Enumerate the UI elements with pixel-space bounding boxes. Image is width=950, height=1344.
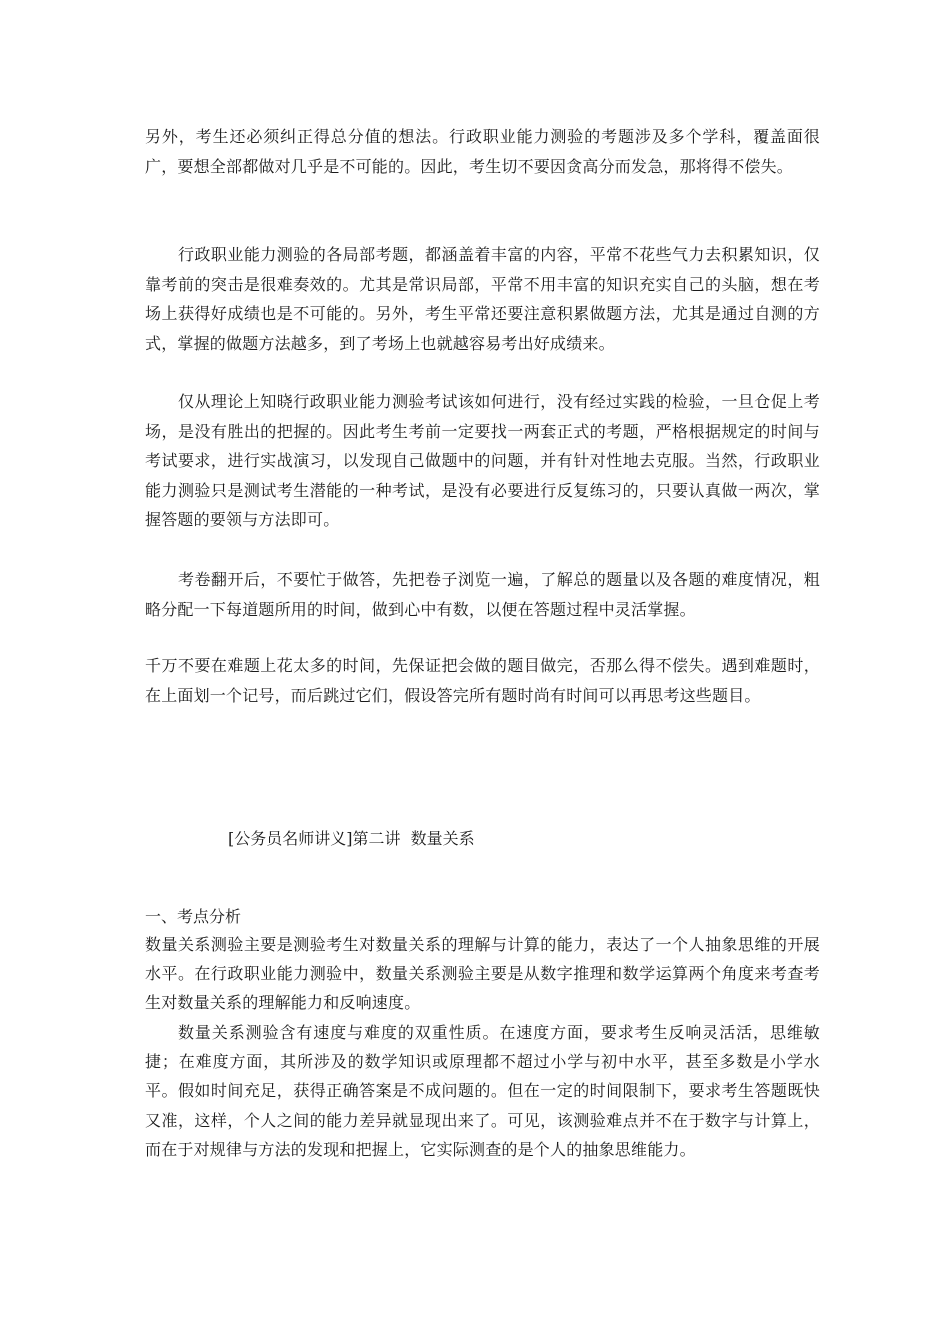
section-heading: 一、考点分析 [145,907,242,926]
paragraph-hard-questions: 千万不要在难题上花太多的时间，先保证把会做的题目做完，否那么得不偿失。遇到难题时，在上面划一个记号，而后跳过它们，假设答完所有题时尚有时间可以再思考这些题目。 [145,656,820,705]
lecture-title: [公务员名师讲义]第二讲 数量关系 [228,829,475,848]
section-paragraph-overview: 数量关系测验主要是测验考生对数量关系的理解与计算的能力，表达了一个人抽象思维的开展水平。在行政职业能力测验中，数量关系测验主要是从数字推理和数学运算两个角度来考查考生对数量关系的理解能力和反响速度。 [145,935,820,1013]
paragraph-total-score: 另外，考生还必须纠正得总分值的想法。行政职业能力测验的考题涉及多个学科，覆盖面很广，要想全部都做对几乎是不可能的。因此，考生切不要因贪高分而发急，那将得不偿失。 [145,127,820,176]
paragraph-browse-paper: 考卷翻开后，不要忙于做答，先把卷子浏览一遍，了解总的题量以及各题的难度情况，粗略分配一下每道题所用的时间，做到心中有数，以便在答题过程中灵活掌握。 [145,570,820,619]
paragraph-practice: 仅从理论上知晓行政职业能力测验考试该如何进行，没有经过实践的检验，一旦仓促上考场，是没有胜出的把握的。因此考生考前一定要找一两套正式的考题，严格根据规定的时间与考试要求，进行实战演习，以发现自己做题中的问题，并有针对性地去克服。当然，行政职业能力测验只是测试考生潜能的一种考试，是没有必要进行反复练习的，只要认真做一两次，掌握答题的要领与方法即可。 [145,392,820,529]
section-paragraph-speed-difficulty: 数量关系测验含有速度与难度的双重性质。在速度方面，要求考生反响灵活活，思维敏捷；在难度方面，其所涉及的数学知识或原理都不超过小学与初中水平，甚至多数是小学水平。假如时间充足，获得正确答案是不成问题的。但在一定的时间限制下，要求考生答题既快又准，这样，个人之间的能力差异就显现出来了。可见，该测验难点并不在于数字与计算上，而在于对规律与方法的发现和把握上，它实际测查的是个人的抽象思维能力。 [145,1023,820,1159]
paragraph-accumulate-knowledge: 行政职业能力测验的各局部考题，都涵盖着丰富的内容，平常不花些气力去积累知识，仅靠考前的突击是很难奏效的。尤其是常识局部，平常不用丰富的知识充实自己的头脑，想在考场上获得好成绩也是不可能的。另外，考生平常还要注意积累做题方法，尤其是通过自测的方式，掌握的做题方法越多，到了考场上也就越容易考出好成绩来。 [145,245,820,353]
